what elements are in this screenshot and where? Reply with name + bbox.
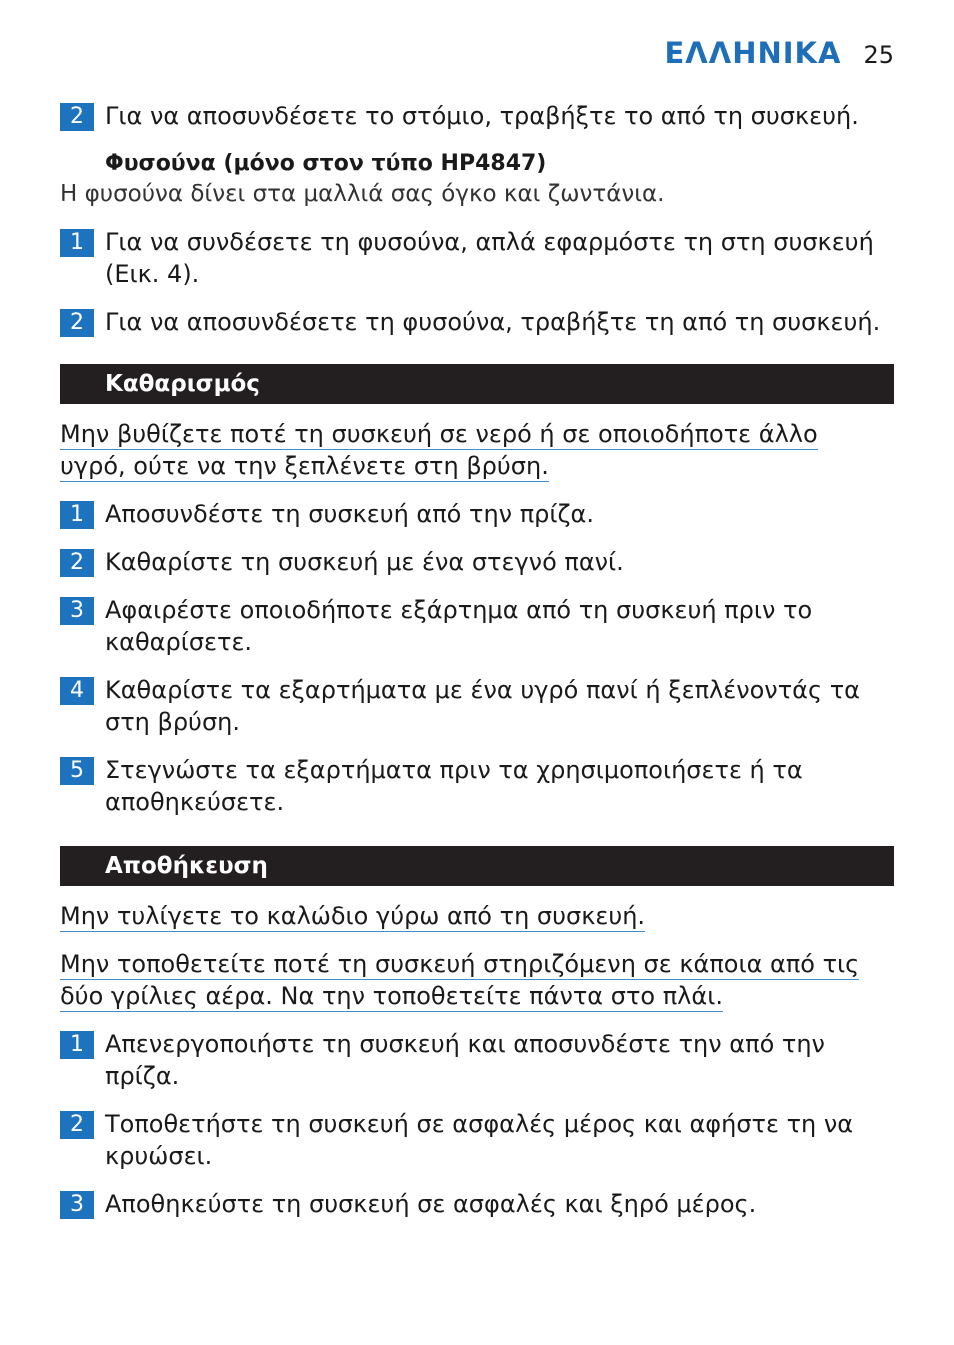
storage-warning-1 <box>60 900 894 932</box>
step-number: 1 <box>60 501 94 529</box>
page-content <box>60 100 894 1220</box>
step-item <box>60 546 894 578</box>
step-item <box>60 754 894 818</box>
step-item <box>60 1188 894 1220</box>
diffuser-heading: Φυσούνα (μόνο στον τύπο HP4847) <box>105 151 547 176</box>
step-item <box>60 100 894 132</box>
step-text: Για να συνδέσετε τη φυσούνα, απλά εφαρμόστε τη στη συσκευή (Εικ. 4). <box>105 228 874 288</box>
warning-line: Μην τυλίγετε το καλώδιο γύρω από τη συσκευή. <box>60 902 646 930</box>
step-item <box>60 306 894 338</box>
step-number: 4 <box>60 677 94 705</box>
storage-warning-2 <box>60 948 894 1012</box>
step-item <box>60 1108 894 1172</box>
step-text: Αποσυνδέστε τη συσκευή από την πρίζα. <box>105 500 594 528</box>
step-text: Για να αποσυνδέσετε το στόμιο, τραβήξτε το από τη συσκευή. <box>105 102 859 130</box>
warning-line: υγρό, ούτε να την ξεπλένετε στη βρύση. <box>60 452 549 480</box>
step-text: Αφαιρέστε οποιοδήποτε εξάρτημα από τη συσκευή πριν το καθαρίσετε. <box>105 596 813 656</box>
page-header <box>665 36 895 70</box>
step-item <box>60 1028 894 1092</box>
step-number: 1 <box>60 229 94 257</box>
step-text: Καθαρίστε τη συσκευή με ένα στεγνό πανί. <box>105 548 624 576</box>
section-title-storage: Αποθήκευση <box>60 846 894 886</box>
cleaning-warning <box>60 418 894 482</box>
step-number: 5 <box>60 757 94 785</box>
warning-line: Μην βυθίζετε ποτέ τη συσκευή σε νερό ή σε οποιοδήποτε άλλο <box>60 420 818 448</box>
step-item <box>60 594 894 658</box>
step-item <box>60 674 894 738</box>
section-title-cleaning: Καθαρισμός <box>60 364 894 404</box>
step-number: 2 <box>60 309 94 337</box>
page-number: 25 <box>863 41 894 69</box>
step-number: 3 <box>60 1191 94 1219</box>
step-number: 3 <box>60 597 94 625</box>
step-item <box>60 498 894 530</box>
step-number: 2 <box>60 103 94 131</box>
warning-line: δύο γρίλιες αέρα. Να την τοποθετείτε πάντα στο πλάι. <box>60 982 723 1010</box>
step-number: 2 <box>60 1111 94 1139</box>
step-item <box>60 226 894 290</box>
diffuser-intro: Η φυσούνα δίνει στα μαλλιά σας όγκο και ζωντάνια. <box>60 181 665 207</box>
step-number: 2 <box>60 549 94 577</box>
step-text: Απενεργοποιήστε τη συσκευή και αποσυνδέστε την από την πρίζα. <box>105 1030 825 1090</box>
step-text: Αποθηκεύστε τη συσκευή σε ασφαλές και ξηρό μέρος. <box>105 1190 757 1218</box>
step-text: Για να αποσυνδέσετε τη φυσούνα, τραβήξτε τη από τη συσκευή. <box>105 308 881 336</box>
step-text: Στεγνώστε τα εξαρτήματα πριν τα χρησιμοποιήσετε ή τα αποθηκεύσετε. <box>105 756 803 816</box>
step-text: Καθαρίστε τα εξαρτήματα με ένα υγρό πανί ή ξεπλένοντάς τα στη βρύση. <box>105 676 860 736</box>
warning-line: Μην τοποθετείτε ποτέ τη συσκευή στηριζόμενη σε κάποια από τις <box>60 950 860 978</box>
step-number: 1 <box>60 1031 94 1059</box>
step-text: Τοποθετήστε τη συσκευή σε ασφαλές μέρος και αφήστε τη να κρυώσει. <box>105 1110 854 1170</box>
language-label: ΕΛΛΗΝΙΚΑ <box>664 36 842 70</box>
